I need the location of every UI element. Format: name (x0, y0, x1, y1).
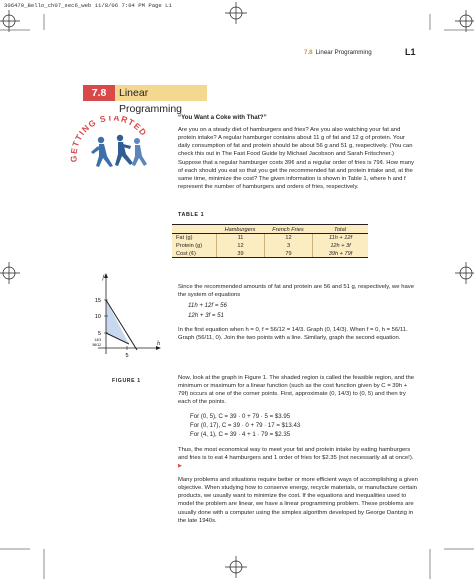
cost-line: For (0, 17), C = 39 · 0 + 79 · 17 = $13.43 (190, 422, 301, 430)
paragraph-graphing: In the first equation when h = 0, f = 56/12 = 14/3. Graph (0, 14/3). When f = 0, h = 56/11. Graph (56/11, 0). Join the two points with a line. Similarly, graph the second equation. (178, 327, 408, 342)
table-cell: 3 (264, 242, 312, 250)
table-cell: 11 (216, 234, 264, 242)
figure-caption: FIGURE 1 (112, 378, 141, 384)
paragraph-intro: Are you on a steady diet of hamburgers and fries? Are you also watching your fat and protein intake? A regular hamburger contains about 11 g of fat and 12 g of protein. Your daily consumption of fat and protein should be about 56 g and 51 g, respectively. (You can check this out in The Fast Food Guide by Michael Jacobson and Sarah Fritschner.) Suppose that a regular hamburger costs 39¢ and a regular order of fries is 79¢. How many of each should you eat so that you get the recommended fat and protein intake and, at the same time, minimize the cost? The given information is shown in Table 1, where h and f represent the number of hamburgers and orders of fries, respectively. (178, 127, 415, 191)
y-tick-label: 15 (94, 298, 101, 304)
table-cell: 39h + 79f (312, 250, 368, 257)
table-cell: Cost (¢) (176, 251, 196, 257)
getting-started-label: GETTING STARTED (68, 116, 150, 163)
y-tick-label: 10 (94, 314, 101, 320)
x-tick-label: 5 (125, 353, 129, 359)
feasible-region (106, 300, 129, 344)
table-row (172, 234, 368, 242)
equation-fat: 11h + 12f = 56 (188, 302, 227, 309)
y-axis-label: f (102, 275, 104, 281)
table-cell: Fat (g) (176, 235, 193, 241)
cost-line: For (0, 5), C = 39 · 0 + 79 · 5 = $3.95 (190, 413, 291, 420)
getting-started-art (67, 116, 157, 178)
runners-illustration (91, 135, 147, 167)
y-tick-label: 5 (97, 331, 101, 337)
section-lead: “You Want a Coke with That?” (178, 114, 267, 121)
table-cell: 79 (264, 250, 312, 257)
table-cell: 12h + 3f (312, 242, 368, 250)
table-cell: Protein (g) (176, 243, 203, 249)
cost-evaluations (190, 412, 300, 439)
table-header-row (172, 224, 368, 234)
page-number: L1 (405, 47, 416, 57)
print-slug: 306470_Bello_ch07_sec6_web 11/8/06 7:04 PM Page L1 (4, 2, 172, 9)
table-header-cell: Hamburgers (224, 227, 256, 233)
table-cell: 39 (216, 250, 264, 257)
section-banner (83, 85, 207, 115)
end-marker-icon: ▶ (178, 463, 182, 470)
nutrition-table (172, 224, 368, 258)
paragraph-feasible-region-text: Now, look at the graph in Figure 1. The shaded region is called the feasible region, and the minimum or maximum for a linear function (such as the cost function given by C = 39h + 79f) occurs at one of the corner points. First, approximate (0, 14/3) to (0, 5) and then try each of the points. (178, 375, 414, 406)
paragraph-linear-programming: Many problems and situations require better or more efficient ways of accomplishing a given objective. When studying how to conserve energy, recycle materials, or manufacture certain products, we usually want to minimize the cost. If the equations and inequalities used to model the problem are linear, we have a linear programming problem. These problems are usually done with a computer using the simplex algorithm developed by George Dantzig in the late 1940s. (178, 477, 418, 524)
table-cell: 12 (264, 234, 312, 242)
paragraph-conclusion-text: Thus, the most economical way to meet your fat and protein intake by eating hamburgers and fries is to eat 4 hamburgers and 1 order of fries for $2.35 (not necessarily all at once!). (178, 447, 414, 462)
equation-protein: 12h + 3f = 51 (188, 312, 224, 319)
table-header-cell: French Fries (272, 227, 304, 233)
table-header-cell (172, 225, 216, 233)
table-caption: TABLE 1 (178, 212, 205, 218)
table-body (172, 234, 368, 258)
table-row (172, 250, 368, 258)
y-tick-label: 56/12 (92, 343, 101, 347)
table-cell: 12 (216, 242, 264, 250)
running-head (304, 49, 372, 56)
paragraph-system-intro: Since the recommended amounts of fat and protein are 56 and 51 g, respectively, we have the system of equations (178, 284, 414, 299)
table-header-cell: Total (334, 227, 346, 233)
section-title: Linear Programming (119, 87, 183, 115)
running-head-title: Linear Programming (315, 49, 372, 56)
table-cell: 11h + 12f (312, 234, 368, 242)
section-number: 7.8 (83, 85, 115, 101)
paragraph-conclusion (178, 446, 418, 470)
x-axis-label: h (157, 341, 160, 347)
feasible-region-graph (82, 270, 162, 370)
cost-line: For (4, 1), C = 39 · 4 + 1 · 79 = $2.35 (190, 431, 291, 439)
y-tick-label: 14/3 (94, 338, 101, 342)
paragraph-feasible-region (178, 374, 418, 407)
running-head-section: 7.8 (304, 49, 313, 56)
table-row (172, 242, 368, 250)
